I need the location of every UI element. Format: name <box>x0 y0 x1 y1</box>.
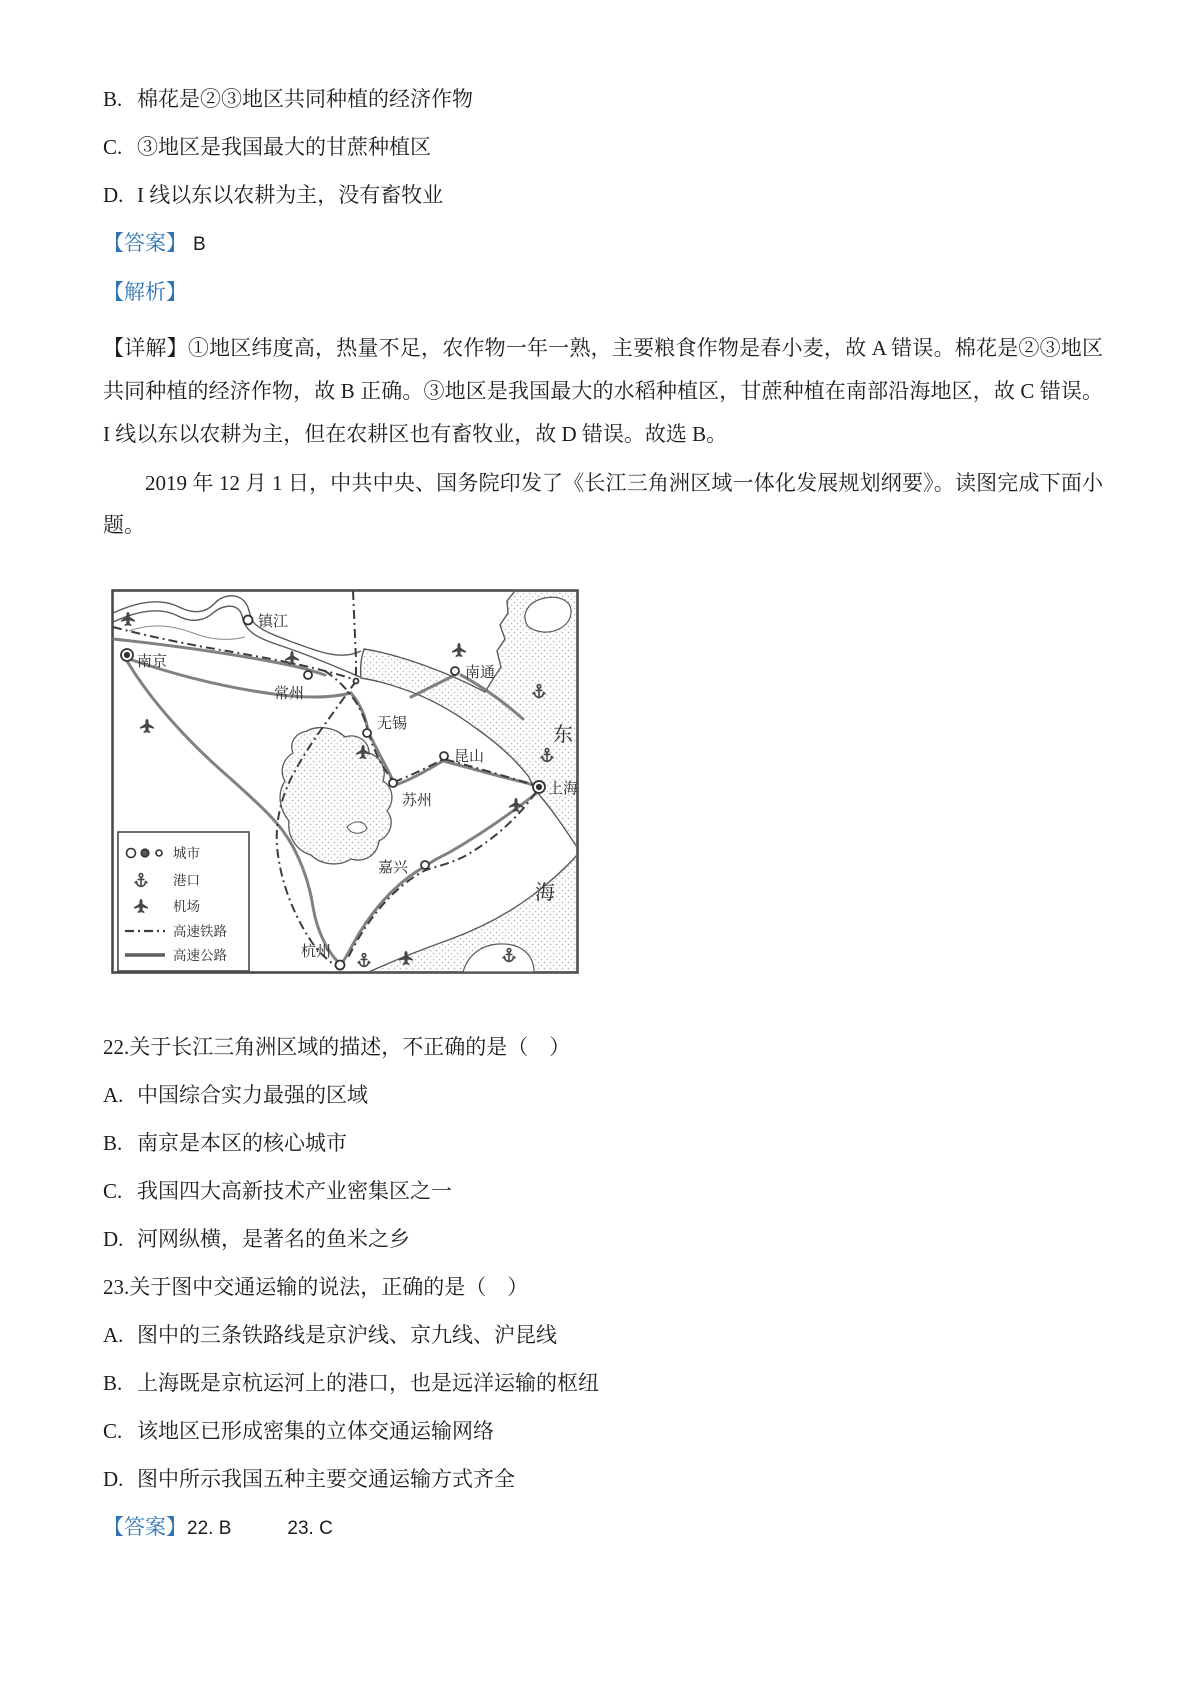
option-text: ③地区是我国最大的甘蔗种植区 <box>137 135 431 159</box>
option-label: B. <box>103 1131 123 1155</box>
legend-label-hsr: 高速铁路 <box>173 924 227 939</box>
answer-line-22-23 <box>103 1514 1103 1542</box>
option-text: 南京是本区的核心城市 <box>137 1131 347 1155</box>
city-marker-suzhou <box>389 779 397 787</box>
option-21-d <box>103 182 1103 209</box>
option-text: 图中的三条铁路线是京沪线、京九线、沪昆线 <box>137 1323 557 1347</box>
option-label: C. <box>103 135 123 159</box>
option-21-c <box>103 134 1103 161</box>
city-label-changzhou: 常州 <box>274 686 305 702</box>
option-label: D. <box>103 183 124 207</box>
option-23-d <box>103 1466 1103 1493</box>
city-marker-nantong <box>451 667 459 675</box>
city-marker-hangzhou <box>336 961 345 970</box>
option-label: B. <box>103 1371 123 1395</box>
option-text: 图中所示我国五种主要交通运输方式齐全 <box>137 1467 515 1491</box>
option-22-c <box>103 1178 1103 1205</box>
option-label: D. <box>103 1467 124 1491</box>
city-label-suzhou: 苏州 <box>402 793 433 809</box>
detail-paragraph <box>103 327 1103 456</box>
answer-22-value: 22. B <box>187 1518 232 1539</box>
question-stem-text: 关于长江三角洲区域的描述，不正确的是（ ） <box>129 1035 571 1059</box>
city-label-wuxi: 无锡 <box>377 716 408 732</box>
answer-line-21 <box>103 230 1103 258</box>
sea-label-dong: 东 <box>553 724 573 746</box>
question-stem-text: 关于图中交通运输的说法，正确的是（ ） <box>129 1275 529 1299</box>
option-23-c <box>103 1418 1103 1445</box>
option-23-b <box>103 1370 1103 1397</box>
option-22-b <box>103 1130 1103 1157</box>
option-text: 该地区已形成密集的立体交通运输网络 <box>137 1419 494 1443</box>
city-label-nanjing: 南京 <box>137 654 168 670</box>
option-text: 棉花是②③地区共同种植的经济作物 <box>137 87 473 111</box>
answer-tag: 【答案】 <box>103 231 187 255</box>
legend-label-airport: 机场 <box>173 899 200 914</box>
question-number: 22. <box>103 1035 130 1059</box>
city-label-zhenjiang: 镇江 <box>258 614 289 630</box>
question-23-stem <box>103 1274 1103 1301</box>
legend-label-expressway: 高速公路 <box>173 948 227 963</box>
city-label-kunshan: 昆山 <box>454 749 485 765</box>
city-marker-kunshan <box>440 752 448 760</box>
option-label: B. <box>103 87 123 111</box>
option-text: I 线以东以农耕为主，没有畜牧业 <box>137 183 444 207</box>
option-text: 我国四大高新技术产业密集区之一 <box>137 1179 452 1203</box>
option-22-d <box>103 1226 1103 1253</box>
intro-paragraph: 2019 年 12 月 1 日，中共中央、国务院印发了《长江三角洲区域一体化发展规划纲要》。读图完成下面小题。 <box>103 471 1103 537</box>
option-22-a <box>103 1082 1103 1109</box>
map-legend <box>118 832 249 971</box>
city-marker-zhenjiang <box>244 616 253 625</box>
map-figure <box>111 589 579 974</box>
option-text: 河网纵横，是著名的鱼米之乡 <box>137 1227 410 1251</box>
option-label: D. <box>103 1227 124 1251</box>
detail-tag: 【详解】 <box>103 336 188 360</box>
option-label: C. <box>103 1419 123 1443</box>
option-label: C. <box>103 1179 123 1203</box>
analysis-tag: 【解析】 <box>103 280 187 304</box>
answer-value: B <box>193 234 206 255</box>
spacer <box>103 974 1103 1034</box>
option-23-a <box>103 1322 1103 1349</box>
legend-label-port: 港口 <box>173 873 200 888</box>
analysis-line <box>103 279 1103 306</box>
sea-label-hai: 海 <box>535 882 555 904</box>
city-label-jiaxing: 嘉兴 <box>378 860 409 876</box>
road-junction <box>354 679 359 684</box>
answer-tag: 【答案】 <box>103 1515 187 1539</box>
delta-map-svg <box>111 589 579 974</box>
answer-23-value: 23. C <box>287 1518 333 1539</box>
city-label-hangzhou: 杭州 <box>301 944 332 960</box>
city-label-nantong: 南通 <box>465 665 496 681</box>
option-text: 上海既是京杭运河上的港口，也是远洋运输的枢纽 <box>137 1371 599 1395</box>
city-label-shanghai: 上海 <box>548 781 579 797</box>
city-marker-wuxi <box>363 729 371 737</box>
question-number: 23. <box>103 1275 130 1299</box>
option-label: A. <box>103 1083 124 1107</box>
option-label: A. <box>103 1323 124 1347</box>
detail-text: ①地区纬度高，热量不足，农作物一年一熟，主要粮食作物是春小麦，故 A 错误。棉花是②③地区共同种植的经济作物，故 B 正确。③地区是我国最大的水稻种植区，甘蔗种植在南部沿海地区，故 C 错误。I 线以东以农耕为主，但在农耕区也有畜牧业，故 D 错误。故选 B。 <box>103 336 1103 446</box>
question-22-stem <box>103 1034 1103 1061</box>
city-marker-jiaxing <box>421 861 429 869</box>
city-marker-changzhou <box>304 671 312 679</box>
option-text: 中国综合实力最强的区域 <box>137 1083 368 1107</box>
option-21-b <box>103 86 1103 113</box>
legend-label-city: 城市 <box>173 846 200 861</box>
